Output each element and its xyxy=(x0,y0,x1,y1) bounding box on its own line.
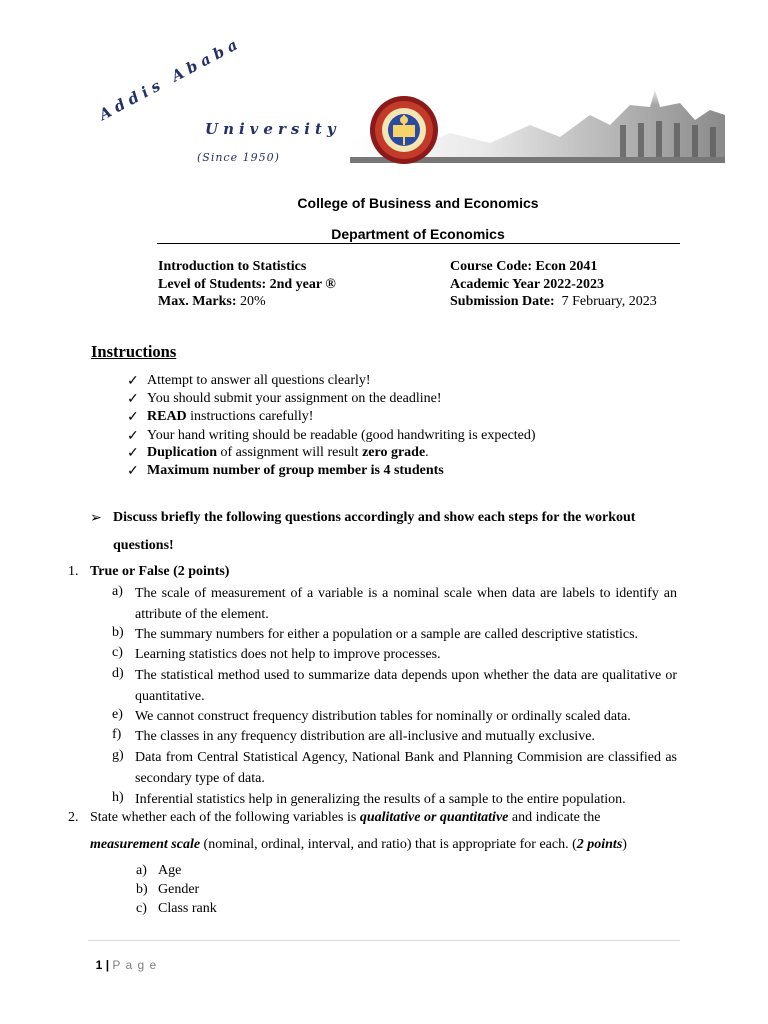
list-item: Age xyxy=(158,863,182,878)
footer-separator: | xyxy=(102,958,113,972)
college-title: College of Business and Economics xyxy=(297,195,539,211)
academic-year: Academic Year 2022-2023 xyxy=(450,276,604,292)
list-item: The scale of measurement of a variable is a nominal scale when data are labels to identify an attribute of the element. xyxy=(135,586,677,622)
question-number: 2. xyxy=(68,810,79,825)
item-letter: d) xyxy=(112,666,124,681)
course-name: Introduction to Statistics xyxy=(158,259,307,274)
footer-divider xyxy=(88,940,680,941)
page-word: P a g e xyxy=(112,958,158,972)
check-icon: ✓ xyxy=(127,374,139,389)
logo-text-addis-ababa: Addis Ababa xyxy=(96,33,245,124)
check-icon: ✓ xyxy=(127,464,139,479)
item-letter: g) xyxy=(112,748,124,763)
course-code: Course Code: Econ 2041 xyxy=(450,259,598,274)
instruction-item: ✓ Maximum number of group member is 4 students xyxy=(127,463,444,479)
list-item: Inferential statistics help in generalizing the results of a sample to the entire population. xyxy=(135,792,626,807)
instruction-item: ✓ Attempt to answer all questions clearly! xyxy=(127,373,371,389)
page-number: 1 xyxy=(95,958,103,972)
list-item: We cannot construct frequency distribution tables for nominally or ordinally scaled data. xyxy=(135,709,631,724)
item-letter: b) xyxy=(112,625,124,640)
check-icon: ✓ xyxy=(127,392,139,407)
directive-line-2: questions! xyxy=(113,538,174,553)
logo-text-since: (Since 1950) xyxy=(197,151,280,164)
list-item: The classes in any frequency distribution are all-inclusive and mutually exclusive. xyxy=(135,729,595,744)
item-letter: a) xyxy=(112,584,123,599)
check-icon: ✓ xyxy=(127,429,139,444)
instruction-item: ✓ You should submit your assignment on the deadline! xyxy=(127,391,442,407)
instruction-item: ✓ READ instructions carefully! xyxy=(127,409,314,425)
list-item: Gender xyxy=(158,882,200,897)
check-icon: ✓ xyxy=(127,446,139,461)
item-letter: b) xyxy=(136,882,148,897)
item-letter: h) xyxy=(112,790,124,805)
submission-date: Submission Date: 7 February, 2023 xyxy=(450,294,657,309)
question-number: 1. xyxy=(68,564,79,579)
item-letter: e) xyxy=(112,707,123,722)
directive-line-1: Discuss briefly the following questions accordingly and show each steps for the workout xyxy=(113,510,636,525)
item-letter: a) xyxy=(136,863,147,878)
item-letter: c) xyxy=(112,645,123,660)
page-footer xyxy=(89,944,157,972)
max-marks: Max. Marks: 20% xyxy=(158,294,266,309)
instructions-heading: Instructions xyxy=(91,342,177,361)
instruction-item: ✓ Duplication of assignment will result zero grade. xyxy=(127,445,429,461)
list-item: The statistical method used to summarize data depends upon whether the data are qualitative or quantitative. xyxy=(135,668,677,704)
instruction-item: ✓ Your hand writing should be readable (good handwriting is expected) xyxy=(127,428,536,444)
arrow-icon: ➢ xyxy=(90,511,102,526)
list-item: Learning statistics does not help to improve processes. xyxy=(135,647,441,662)
question-2-line-1: State whether each of the following variables is qualitative or quantitative and indicate the xyxy=(90,810,601,825)
question-title: True or False (2 points) xyxy=(90,564,230,579)
logo-text-university: University xyxy=(205,120,341,138)
question-2-line-2: measurement scale (nominal, ordinal, interval, and ratio) that is appropriate for each. (2 points) xyxy=(90,837,627,852)
list-item: Class rank xyxy=(158,901,217,916)
student-level: Level of Students: 2nd year ® xyxy=(158,276,336,292)
item-letter: f) xyxy=(112,727,122,742)
item-letter: c) xyxy=(136,901,147,916)
list-item: The summary numbers for either a population or a sample are called descriptive statistics. xyxy=(135,627,639,642)
list-item: Data from Central Statistical Agency, National Bank and Planning Commision are classified as secondary type of data. xyxy=(135,750,677,786)
department-title: Department of Economics xyxy=(331,226,505,242)
check-icon: ✓ xyxy=(127,410,139,425)
